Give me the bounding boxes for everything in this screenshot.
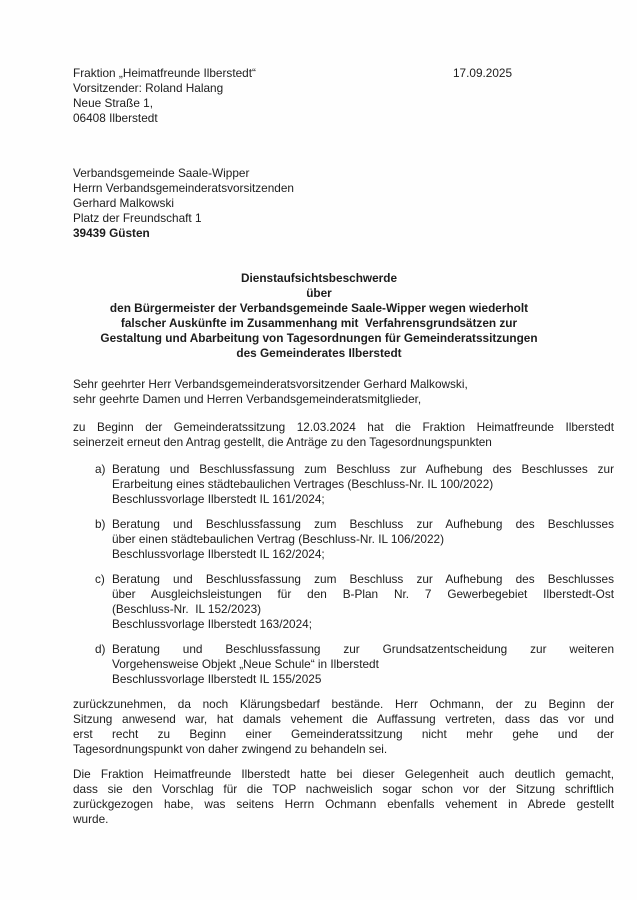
- recipient-street: Platz der Freundschaft 1: [73, 211, 202, 225]
- subject-heading: [73, 271, 565, 361]
- text-line: zurückzunehmen, da noch Klärungsbedarf bestände. Herr Ochmann, der zu Beginn der: [73, 697, 614, 711]
- text-line: den Bürgermeister der Verbandsgemeinde Saale-Wipper wegen wiederholt: [109, 301, 529, 315]
- agenda-item-c: [73, 572, 614, 632]
- body-paragraph-2: [73, 697, 614, 757]
- agenda-item-a: [73, 462, 614, 507]
- agenda-item-b: [73, 517, 614, 562]
- text-line: falscher Auskünfte im Zusammenhang mit Verfahrensgrundsätzen zur: [120, 316, 518, 330]
- text-line: Beschlussvorlage Ilberstedt IL 155/2025: [112, 672, 322, 686]
- text-line: über Ausgleichsleistungen für den B-Plan Nr. 7 Gewerbegebiet Ilberstedt-Ost: [112, 587, 614, 601]
- text-line: Beratung und Beschlussfassung zum Beschluss zur Aufhebung des Beschlusses: [112, 517, 614, 531]
- agenda-marker-d: d): [95, 642, 106, 656]
- recipient-block: [73, 166, 614, 241]
- intro-paragraph: [73, 420, 614, 450]
- agenda-list: [73, 462, 614, 687]
- sender-block: [73, 66, 614, 126]
- text-line: über: [306, 286, 332, 300]
- letter-date: 17.09.2025: [453, 66, 513, 80]
- text-line: seinerzeit erneut den Antrag gestellt, die Anträge zu den Tagesordnungspunkten: [73, 435, 492, 449]
- text-line: des Gemeinderates Ilberstedt: [236, 346, 402, 360]
- text-line: Beschlussvorlage Ilberstedt IL 162/2024;: [112, 547, 325, 561]
- text-line: erst recht zu Beginn einer Gemeinderatssitzung nicht mehr gehe und der: [73, 727, 614, 741]
- text-line: Gestaltung und Abarbeitung von Tagesordnungen für Gemeinderatssitzungen: [100, 331, 538, 345]
- text-line: Dienstaufsichtsbeschwerde: [240, 271, 398, 285]
- text-line: zu Beginn der Gemeinderatssitzung 12.03.2024 hat die Fraktion Heimatfreunde Ilberstedt: [73, 420, 614, 434]
- text-line: (Beschluss-Nr. IL 152/2023): [112, 602, 262, 616]
- agenda-marker-a: a): [95, 462, 106, 476]
- salutation: [73, 377, 614, 407]
- agenda-item-d: [73, 642, 614, 687]
- agenda-item-b-text: [112, 517, 614, 562]
- text-line: Vorgehensweise Objekt „Neue Schule“ in Ilberstedt: [112, 657, 379, 671]
- agenda-marker-c: c): [95, 572, 105, 586]
- recipient-name: Gerhard Malkowski: [73, 196, 174, 210]
- text-line: dass sie den Vorschlag für die TOP nachweislich sogar schon vor der Sitzung schriftlich: [73, 782, 614, 796]
- sender-role: Vorsitzender: Roland Halang: [73, 81, 224, 95]
- text-line: zurückgezogen habe, was seitens Herrn Ochmann ebenfalls vehement in Abrede gestellt: [73, 797, 614, 811]
- agenda-item-a-text: [112, 462, 614, 507]
- agenda-item-c-text: [112, 572, 614, 632]
- text-line: Die Fraktion Heimatfreunde Ilberstedt hatte bei dieser Gelegenheit auch deutlich gemacht,: [73, 767, 614, 781]
- agenda-item-d-text: [112, 642, 614, 687]
- text-line: Sehr geehrter Herr Verbandsgemeinderatsvorsitzender Gerhard Malkowski,: [73, 377, 468, 391]
- text-line: Beratung und Beschlussfassung zur Grundsatzentscheidung zur weiteren: [112, 642, 614, 656]
- body-paragraph-3: [73, 767, 614, 827]
- sender-street: Neue Straße 1,: [73, 96, 153, 110]
- sender-name: Fraktion „Heimatfreunde Ilberstedt“: [73, 66, 256, 80]
- text-line: über einen städtebaulichen Vertrag (Beschluss-Nr. IL 106/2022): [112, 532, 445, 546]
- recipient-city: 39439 Güsten: [73, 226, 150, 240]
- sender-city: 06408 Ilberstedt: [73, 111, 158, 125]
- text-line: wurde.: [73, 812, 109, 826]
- text-line: Tagesordnungspunkt von daher zwingend zu behandeln sei.: [73, 742, 388, 756]
- recipient-org: Verbandsgemeinde Saale-Wipper: [73, 166, 250, 180]
- text-line: Beratung und Beschlussfassung zum Beschluss zur Aufhebung des Beschlusses zur: [112, 462, 614, 476]
- text-line: Beschlussvorlage Ilberstedt IL 161/2024;: [112, 492, 325, 506]
- text-line: Beschlussvorlage Ilberstedt 163/2024;: [112, 617, 313, 631]
- recipient-addressee: Herrn Verbandsgemeinderatsvorsitzenden: [73, 181, 294, 195]
- agenda-marker-b: b): [95, 517, 106, 531]
- letter-content: [73, 66, 614, 827]
- text-line: Sitzung anwesend war, hat damals vehement die Auffassung vertreten, dass das vor und: [73, 712, 614, 726]
- text-line: sehr geehrte Damen und Herren Verbandsgemeinderatsmitglieder,: [73, 392, 422, 406]
- text-line: Erarbeitung eines städtebaulichen Vertrages (Beschluss-Nr. IL 100/2022): [112, 477, 494, 491]
- text-line: Beratung und Beschlussfassung zum Beschluss zur Aufhebung des Beschlusses: [112, 572, 614, 586]
